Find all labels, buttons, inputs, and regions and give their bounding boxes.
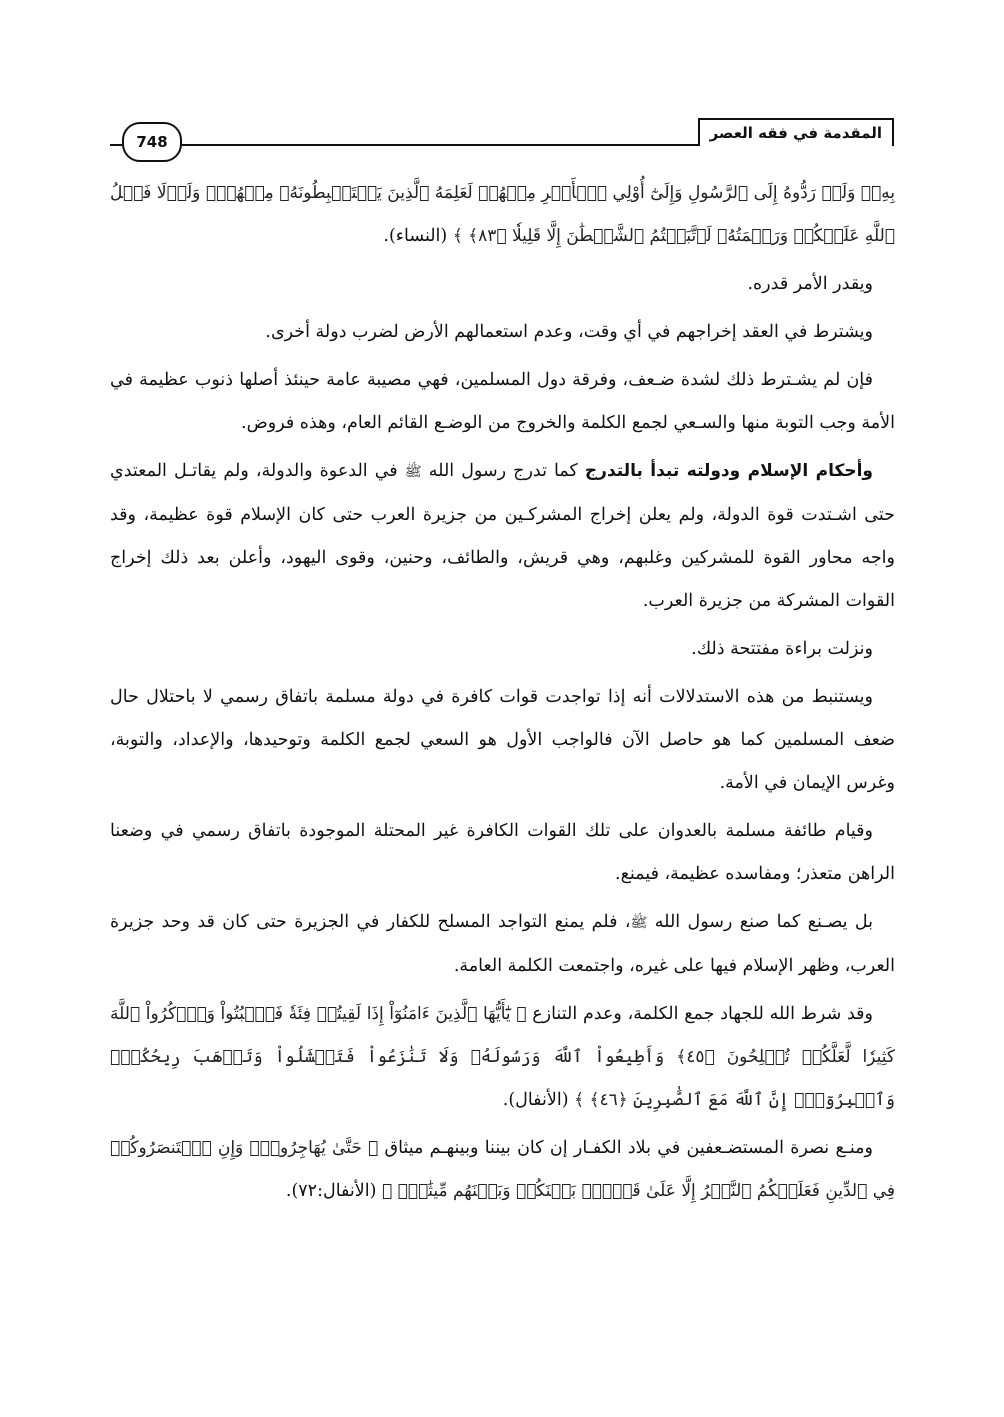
- verse-reference: (الأنفال:٧٢).: [285, 1181, 382, 1201]
- paragraph: [110, 263, 895, 306]
- bold-heading-phrase: وأحكام الإسلام ودولته تبدأ بالتدرج: [584, 461, 873, 481]
- paragraph-text: وقيام طائفة مسلمة بالعدوان على تلك القوات الكافرة غير المحتلة الموجودة باتفاق رسمي في وضعنا الراهن متعذر؛ ومفاسده عظيمة، فيمنع.: [110, 821, 895, 884]
- verse-reference: (النساء).: [383, 226, 453, 246]
- page-header: [110, 118, 894, 151]
- paragraph-text: بل يصـنع كما صنع رسول الله: [647, 912, 873, 932]
- honorific-glyph: ﷺ: [630, 915, 648, 931]
- paragraph-text: ويقدر الأمر قدره.: [747, 274, 873, 294]
- quran-verse: ﴿ يَٰٓأَيُّهَا ٱلَّذِينَ ءَامَنُوٓاْ إِذَا لَقِيتُمۡ فِئَةٗ فَٱثۡبُتُواْ وَٱذۡكُرُواْ ٱللَّهَ كَثِيرٗا لَّعَلَّكُمۡ تُفۡلِحُونَ ﴿٤٥﴾ وَأَطِيعُواْ ٱللَّهَ وَرَسُولَهُۥ وَلَا تَنَٰزَعُواْ فَتَفۡشَلُواْ وَتَذۡهَبَ رِيحُكُمۡۖ وَٱصۡبِرُوٓاْۚ إِنَّ ٱللَّهَ مَعَ ٱلصَّٰبِرِينَ ﴿٤٦﴾ ﴾: [110, 1004, 895, 1110]
- verse-reference: (الأنفال).: [502, 1090, 575, 1110]
- paragraph-text: فإن لم يشـترط ذلك لشدة ضـعف، وفرقة دول المسلمين، فهي مصيبة عامة حينئذ أصلها ذنوب عظيمة في الأمة وجب التوبة منها والسـعي لجمع الكلمة والخروج من الوضـع القائم العام، وهذه فروض.: [110, 370, 895, 433]
- page-number: 748: [122, 122, 182, 162]
- paragraph: [110, 450, 895, 623]
- paragraph-text: ومنـع نصرة المستضـعفين في بلاد الكفـار إن كان بيننا وبينهـم ميثاق: [378, 1138, 874, 1158]
- honorific-glyph: ﷺ: [404, 464, 422, 480]
- paragraph: [110, 676, 895, 805]
- quran-verse: ﴿ حَتَّىٰ يُهَاجِرُواْۚ وَإِنِ ٱسۡتَنصَرُوكُمۡ فِي ٱلدِّينِ فَعَلَيۡكُمُ ٱلنَّصۡرُ إِلَّا عَلَىٰ قَوۡمِۭ بَيۡنَكُمۡ وَبَيۡنَهُم مِّيثَٰقٞۗ ﴾: [110, 1138, 895, 1201]
- page-body: [110, 172, 895, 1218]
- quran-verse: بِهِۦۖ وَلَوۡ رَدُّوهُ إِلَى ٱلرَّسُولِ وَإِلَىٰٓ أُوْلِي ٱلۡأَمۡرِ مِنۡهُمۡ لَعَلِمَهُ ٱلَّذِينَ يَسۡتَنۢبِطُونَهُۥ مِنۡهُمۡۗ وَلَوۡلَا فَضۡلُ ٱللَّهِ عَلَيۡكُمۡ وَرَحۡمَتُهُۥ لَٱتَّبَعۡتُمُ ٱلشَّيۡطَٰنَ إِلَّا قَلِيلٗا ﴿٨٣﴾ ﴾: [110, 183, 895, 246]
- paragraph-quran-anfal-72: [110, 1127, 895, 1213]
- paragraph-text: ويشترط في العقد إخراجهم في أي وقت، وعدم استعمالهم الأرض لضرب دولة أخرى.: [265, 322, 873, 342]
- paragraph-text: كما تدرج رسول الله: [421, 461, 585, 481]
- paragraph-text: ونزلت براءة مفتتحة ذلك.: [691, 639, 873, 659]
- paragraph: [110, 311, 895, 354]
- paragraph-text: في الدعوة والدولة، ولم يقاتـل المعتدي حتى اشـتدت قوة الدولة، ولم يعلن إخراج المشركـين من جزيرة العرب حتى كان الإسلام قوة عظيمة، وقد واجه محاور القوة للمشركين وغلبهم، وهي قريش، والطائف، وحنين، وقوى اليهود، وأعلن بعد ذلك إخراج القوات المشركة من جزيرة العرب.: [110, 461, 895, 611]
- paragraph: [110, 901, 895, 988]
- paragraph-quran-nisa: [110, 172, 895, 258]
- paragraph-text: ويستنبط من هذه الاستدلالات أنه إذا تواجدت قوات كافرة في دولة مسلمة باتفاق رسمي لا باحتلال حال ضعف المسلمين كما هو حاصل الآن فالواجب الأول هو السعي لجمع الكلمة وتوحيدها، والإعداد، والتوبة، وغرس الإيمان في الأمة.: [110, 687, 895, 793]
- paragraph-quran-anfal: [110, 993, 895, 1122]
- paragraph-text: ، فلم يمنع التواجد المسلح للكفار في الجزيرة حتى كان قد وحد جزيرة العرب، وظهر الإسلام فيها على غيره، واجتمعت الكلمة العامة.: [110, 912, 895, 976]
- paragraph: [110, 810, 895, 896]
- book-title: المقدمة في فقه العصر: [698, 118, 894, 146]
- paragraph-text: وقد شرط الله للجهاد جمع الكلمة، وعدم التنازع: [526, 1004, 873, 1024]
- paragraph: [110, 628, 895, 671]
- paragraph: [110, 359, 895, 445]
